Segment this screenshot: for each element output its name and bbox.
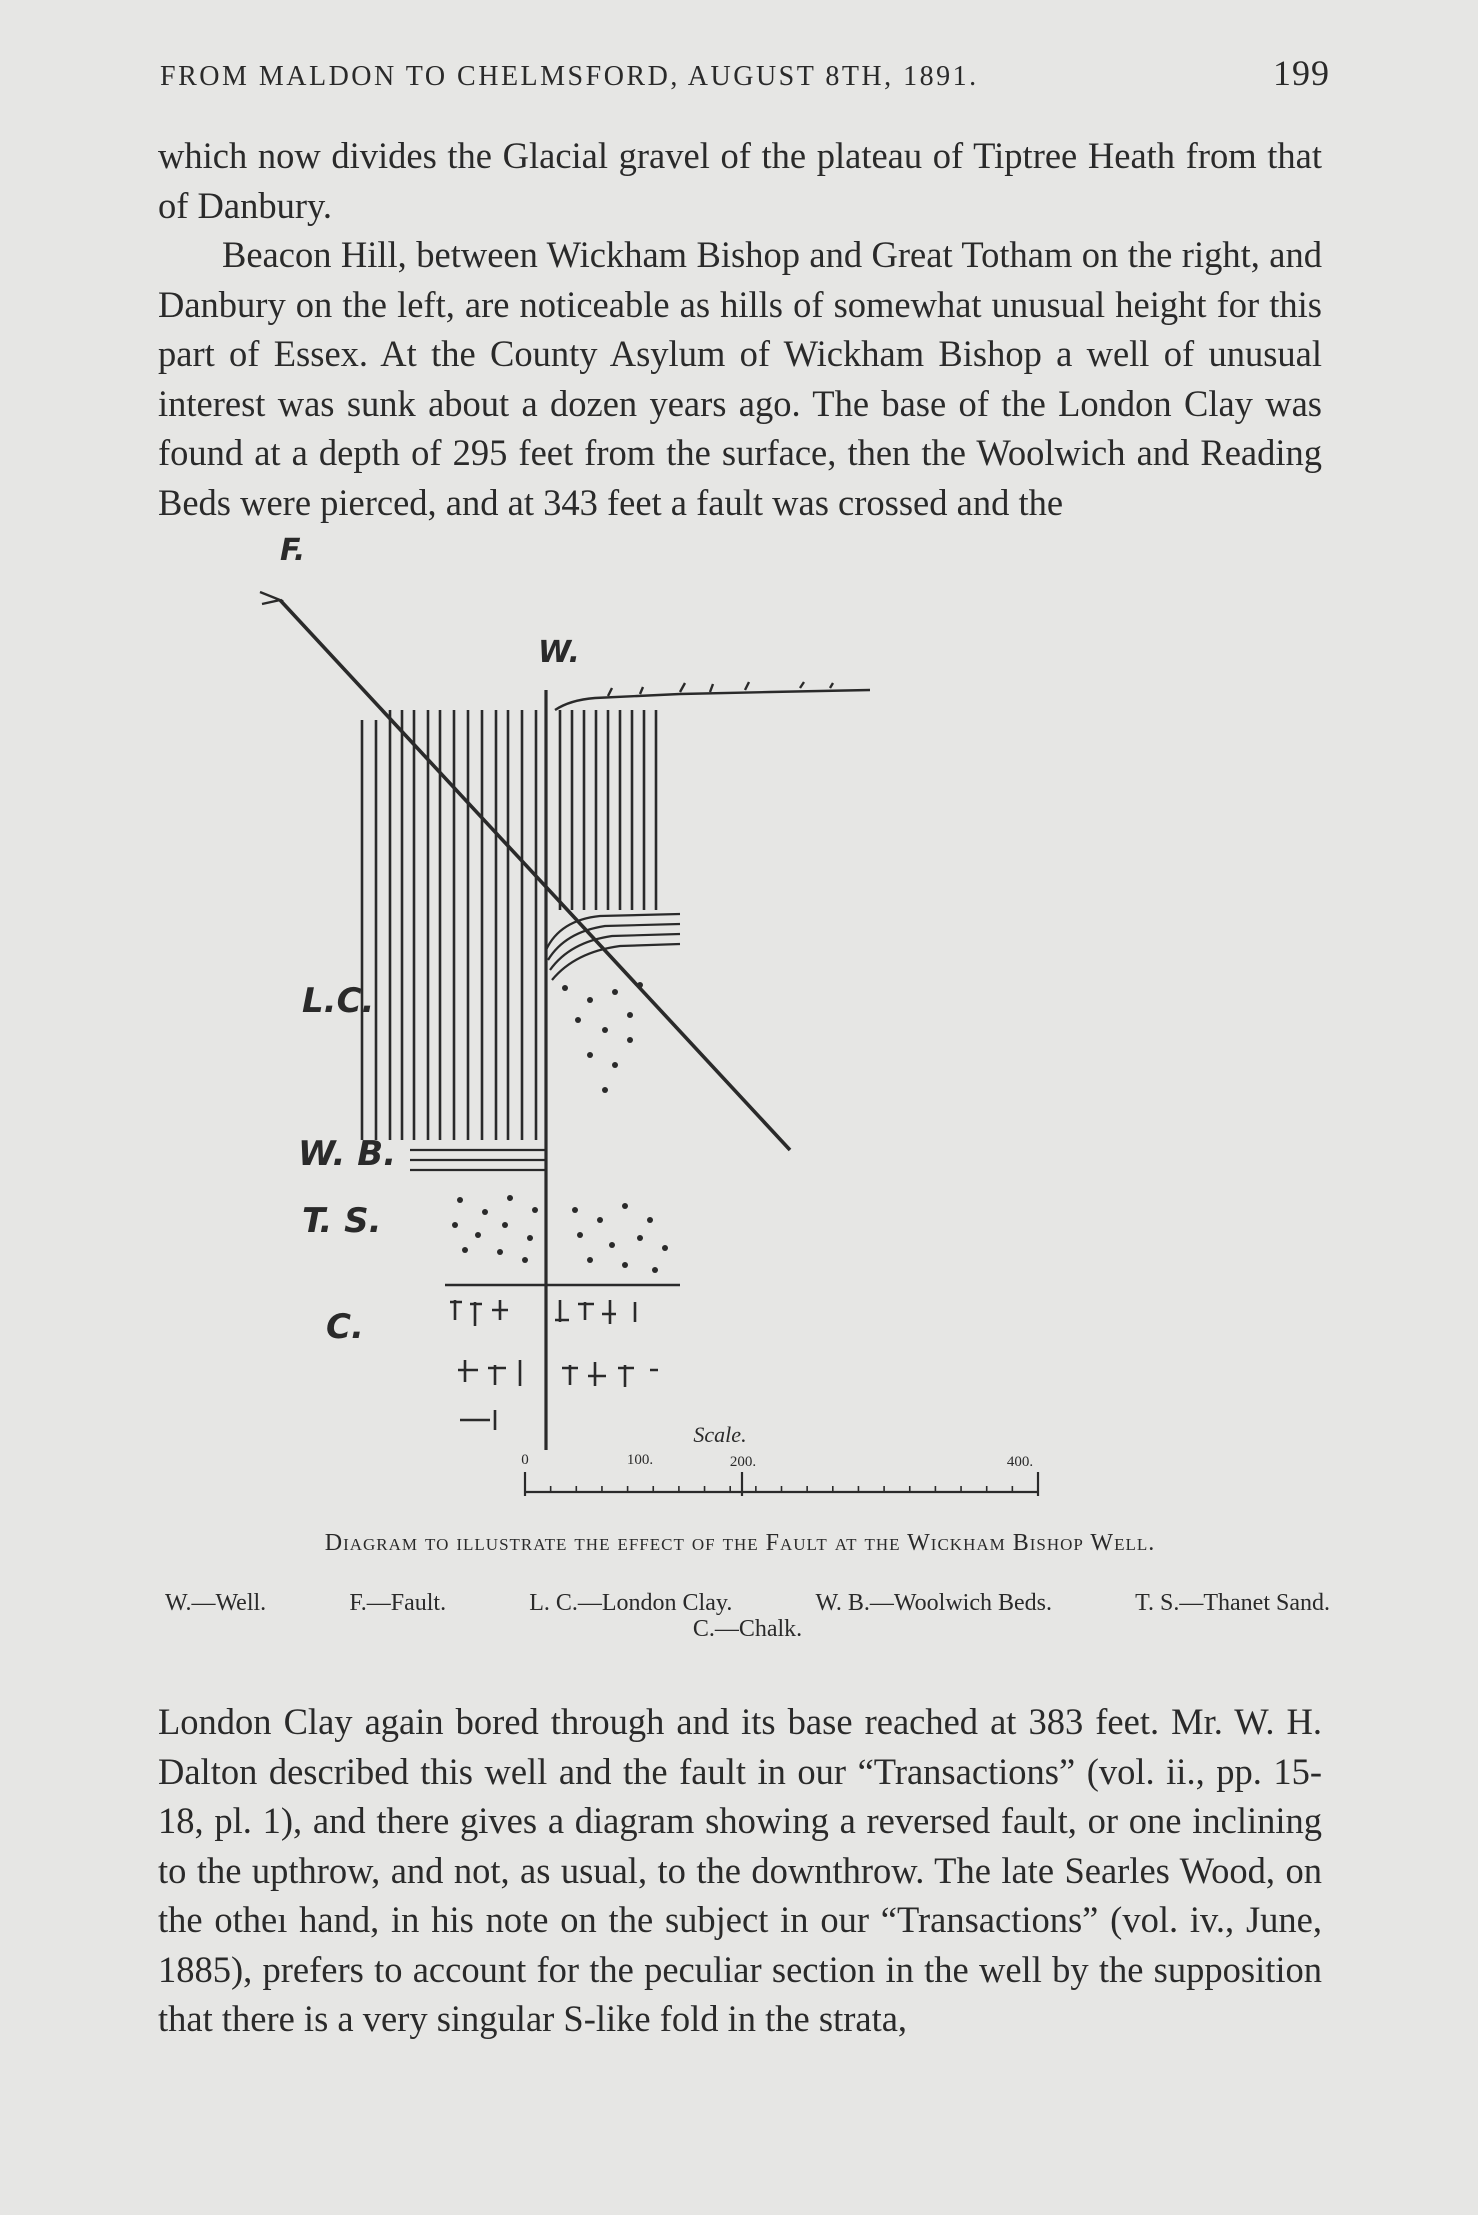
label-fault: F.: [280, 533, 306, 568]
label-chalk: C.: [326, 1307, 364, 1347]
surface-line: [555, 682, 870, 710]
fault-diagram: [280, 533, 1130, 1520]
label-thanet-sand: T. S.: [302, 1201, 382, 1241]
legend-chalk: C.—Chalk.: [692, 1616, 803, 1642]
scale-tick-0: 0: [521, 1452, 529, 1468]
scale-title: Scale.: [693, 1422, 747, 1447]
scale-tick-100: 100.: [626, 1452, 654, 1468]
figure-legend: [165, 1590, 1330, 1642]
paragraph-london-clay: London Clay again bored through and its base reached at 383 feet. Mr. W. H. Dalton described this well and the fault in our “Transactions” (vol. ii., pp. 15-18, pl. 1), and there gives a diagram showing a reversed fault, or one inclining to the upthrow, and not, as usual, to the downthrow. The late Searles Wood, on the otheı hand, in his note on the subject in our “Transactions” (vol. iv., June, 1885), prefers to account for the peculiar section in the well by the supposition that there is a very singular S-like fold in the strata,: [158, 1701, 1322, 2039]
legend-london-clay: L. C.—London Clay.: [529, 1590, 733, 1616]
label-well: W.: [538, 635, 580, 670]
paragraph-beacon-hill: Beacon Hill, between Wickham Bishop and Great Totham on the right, and Danbury on the left, are noticeable as hills of somewhat unusual height for this part of Essex. At the County Asylum of Wickham Bishop a well of unusual interest was sunk about a dozen years ago. The base of the London Clay was found at a depth of 295 feet from the surface, then the Woolwich and Reading Beds were pierced, and at 343 feet a fault was crossed and the: [158, 234, 1322, 523]
fault-arrow-icon: [260, 592, 280, 604]
legend-woolwich-beds: W. B.—Woolwich Beds.: [815, 1590, 1052, 1616]
label-woolwich-beds: W. B.: [298, 1134, 397, 1174]
body-text-bottom: [158, 1697, 1322, 2044]
running-title: FROM MALDON TO CHELMSFORD, AUGUST 8TH, 1891.: [160, 61, 979, 92]
paragraph-continued: which now divides the Glacial gravel of the plateau of Tiptree Heath from that of Danbury.: [158, 135, 1322, 226]
legend-fault: F.—Fault.: [349, 1590, 447, 1616]
body-text-top: [158, 131, 1322, 527]
legend-thanet-sand: T. S.—Thanet Sand.: [1135, 1590, 1330, 1616]
figure-caption: Diagram to illustrate the effect of the Fault at the Wickham Bishop Well.: [324, 1530, 1156, 1556]
woolwich-beds-right: [546, 914, 680, 980]
label-london-clay: L.C.: [302, 981, 375, 1021]
scale-tick-200: 200.: [729, 1454, 757, 1470]
page-number: 199: [1273, 53, 1330, 93]
chalk-symbols: [445, 1285, 680, 1430]
legend-well: W.—Well.: [165, 1590, 267, 1616]
thanet-sand-dots: [452, 982, 668, 1273]
scale-bar: [521, 1422, 1038, 1496]
page-header: [160, 52, 1330, 94]
woolwich-beds-left: [410, 1150, 546, 1170]
fault-diagram-svg: [280, 533, 1130, 1520]
scale-tick-400: 400.: [1006, 1454, 1034, 1470]
